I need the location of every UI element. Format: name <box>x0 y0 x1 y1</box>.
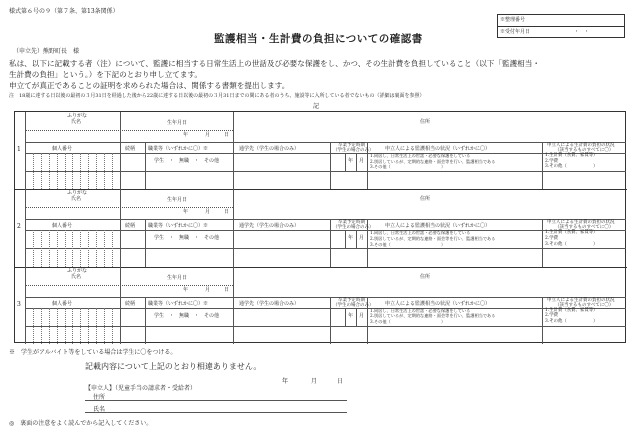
name-col-divider <box>120 189 121 219</box>
sign-day-label: 日 <box>337 378 344 385</box>
care-option-2[interactable]: 2.別居しているが、定期的な連絡・面会等を行い、監護相当である <box>370 235 496 241</box>
dependent-table <box>14 111 626 343</box>
grad-subdivider <box>345 153 346 171</box>
footnote: ※ 学生がアルバイト等をしている場合は学生に〇をつける。 <box>9 349 177 356</box>
name-row-bottom <box>25 142 626 143</box>
relation-label: 続柄 <box>125 223 136 230</box>
reception-date-dots: ・ ・ <box>574 29 590 35</box>
birthdate-label: 生年月日 <box>167 274 188 281</box>
col-divider <box>330 219 331 266</box>
note: 注 18歳に達する日以後の最初の３月31日を経過した後から22歳に達する日以後の最初の３月31日までの間にある者のうち、施設等に入所している者でないもの（詳細は裏面を参照） <box>9 93 425 99</box>
col-divider <box>145 142 146 189</box>
birthdate-label: 生年月日 <box>167 120 188 126</box>
bottom-note: ◎ 裏面の注意をよく読んでから記入してください。 <box>9 420 153 427</box>
birth-year: 年 <box>183 209 189 216</box>
col-divider <box>330 297 331 344</box>
support-option-1[interactable]: 1.生計費（食費、家賃等） <box>545 153 598 158</box>
reception-number[interactable] <box>498 15 624 26</box>
page-title: 監護相当・生計費の負担についての確認書 <box>214 33 423 45</box>
address-label: 住所 <box>420 273 431 280</box>
name-label: 氏名 <box>71 119 82 125</box>
care-status-label: 申立人による監護相当の状況（いずれかに〇） <box>385 300 491 307</box>
personal-number-field[interactable] <box>27 309 119 343</box>
name-field[interactable] <box>27 286 119 296</box>
birth-day: 日 <box>224 132 230 138</box>
furigana-label: ふりがな <box>67 113 88 119</box>
grad-label-line1: 卒業予定時期 <box>338 220 365 226</box>
school-field[interactable] <box>235 310 328 324</box>
school-field[interactable] <box>235 232 328 246</box>
row-num-divider <box>25 189 26 266</box>
support-option-1[interactable]: 1.生計費（食費、家賃等） <box>545 307 598 313</box>
furigana-label: ふりがな <box>67 190 88 197</box>
grad-label-line1: 卒業予定時期 <box>338 143 365 148</box>
col-divider <box>233 142 234 189</box>
occupation-label: 職業等（いずれかに〇）※ <box>148 146 209 152</box>
intro <box>9 58 540 91</box>
col-divider <box>542 142 543 189</box>
block-divider <box>15 189 627 190</box>
grad-subdivider <box>345 308 346 326</box>
applicant-name-label: 氏名 <box>93 406 106 413</box>
school-label: 通学先（学生の場合のみ） <box>239 223 300 230</box>
furigana-label: ふりがな <box>67 267 88 274</box>
care-option-3[interactable]: 3.その他（ ） <box>370 164 446 170</box>
support-option-2[interactable]: 2.学費 <box>545 235 558 241</box>
personal-number-label: 個人番号 <box>52 300 73 307</box>
birth-day: 日 <box>224 286 230 293</box>
care-status-label: 申立人による監護相当の状況（いずれかに〇） <box>385 146 491 152</box>
birth-day: 日 <box>224 209 230 216</box>
care-option-1[interactable]: 1.同居し、日常生活上の世話・必要な保護をしている <box>370 230 471 236</box>
support-label-line2: （該当するものすべてに〇） <box>555 225 614 231</box>
name-label: 氏名 <box>71 273 82 280</box>
col-divider <box>233 297 234 344</box>
row-number: 2 <box>17 223 21 231</box>
grad-label-line2: （学生の場合のみ） <box>333 148 374 153</box>
support-label-line2: （該当するものすべてに〇） <box>555 302 614 308</box>
grad-label-line2: （学生の場合のみ） <box>333 302 374 308</box>
address-field[interactable] <box>237 129 622 141</box>
grad-subdivider <box>345 230 346 248</box>
support-option-2[interactable]: 2.学費 <box>545 313 558 319</box>
grad-label-line2: （学生の場合のみ） <box>333 225 374 231</box>
col-divider <box>330 142 331 189</box>
birth-month: 月 <box>205 209 211 216</box>
col-divider <box>542 297 543 344</box>
name-label: 氏名 <box>71 196 82 203</box>
sign-year-label: 年 <box>282 378 289 385</box>
address-label: 住所 <box>420 119 431 125</box>
ki-label: 記 <box>313 103 320 110</box>
birth-month: 月 <box>205 132 211 138</box>
occupation-label: 職業等（いずれかに〇）※ <box>148 300 209 307</box>
block-divider <box>15 267 627 268</box>
grad-month: 月 <box>359 235 365 242</box>
grad-month: 月 <box>359 158 365 164</box>
row-num-divider <box>25 267 26 344</box>
relation-label: 続柄 <box>125 146 136 152</box>
name-row-bottom <box>25 297 626 298</box>
grad-subdivider <box>356 230 357 248</box>
grad-year: 年 <box>348 158 354 164</box>
birth-col-divider <box>233 267 234 297</box>
row-num-divider <box>25 112 26 189</box>
grad-year: 年 <box>348 312 354 319</box>
occupation-options[interactable]: 学生 ・ 無職 ・ その他 <box>154 312 220 319</box>
relation-field[interactable] <box>122 310 144 324</box>
personal-number-label: 個人番号 <box>52 223 73 230</box>
support-option-1[interactable]: 1.生計費（食費、家賃等） <box>545 230 598 236</box>
address-label: 住所 <box>420 196 431 203</box>
occupation-options[interactable]: 学生 ・ 無職 ・ その他 <box>154 235 220 242</box>
row-number: 3 <box>17 300 21 308</box>
addressee: （申立先）熊野町長 様 <box>13 48 80 55</box>
care-option-1[interactable]: 1.同居し、日常生活上の世話・必要な保護をしている <box>370 153 471 158</box>
reception-date[interactable] <box>498 26 624 37</box>
row-number: 1 <box>17 146 21 153</box>
applicant-name-field[interactable] <box>85 412 347 413</box>
support-option-3[interactable]: 3.その他（ ） <box>545 318 598 324</box>
support-option-2[interactable]: 2.学費 <box>545 158 558 164</box>
support-label-line2: （該当するものすべてに〇） <box>555 148 614 153</box>
care-option-3[interactable]: 3.その他（ ） <box>370 241 446 247</box>
personal-number-label: 個人番号 <box>52 146 73 152</box>
name-field[interactable] <box>27 208 119 218</box>
support-label-line1: 申立人による生計費の負担の状況 <box>547 297 615 303</box>
name-row-bottom <box>25 219 626 220</box>
address-field[interactable] <box>237 284 622 296</box>
care-option-1[interactable]: 1.同居し、日常生活上の世話・必要な保護をしている <box>370 307 471 313</box>
occupation-options[interactable]: 学生 ・ 無職 ・ その他 <box>154 158 220 164</box>
care-option-3[interactable]: 3.その他（ ） <box>370 318 446 324</box>
school-label: 通学先（学生の場合のみ） <box>239 300 300 307</box>
applicant-label: 【申立人】（児童手当の請求者・受給者） <box>85 385 197 392</box>
birth-col-divider <box>233 112 234 142</box>
name-field[interactable] <box>27 131 119 141</box>
birth-year: 年 <box>183 132 189 138</box>
relation-field[interactable] <box>122 232 144 246</box>
grad-subdivider <box>356 153 357 171</box>
reception-number-label: ※整理番号 <box>500 17 526 23</box>
col-divider <box>233 219 234 266</box>
school-field[interactable] <box>235 155 328 169</box>
support-option-3[interactable]: 3.その他（ ） <box>545 164 598 170</box>
birth-month: 月 <box>205 286 211 293</box>
col-divider <box>120 297 121 344</box>
address-field[interactable] <box>237 206 622 218</box>
intro-line-3: 申立てが真正であることの証明を求められた場合は、関係する書類を提出します。 <box>9 81 290 90</box>
applicant-address-label: 住所 <box>93 394 106 401</box>
grad-month: 月 <box>359 312 365 319</box>
col-divider <box>120 219 121 266</box>
reception-date-label: ※受付年月日 <box>500 29 531 35</box>
relation-field[interactable] <box>122 155 144 169</box>
col-divider <box>120 142 121 189</box>
personal-number-field[interactable] <box>27 231 119 265</box>
support-label-line1: 申立人による生計費の負担の状況 <box>547 220 615 226</box>
name-col-divider <box>120 112 121 142</box>
care-status-label: 申立人による監護相当の状況（いずれかに〇） <box>385 223 491 230</box>
name-col-divider <box>120 267 121 297</box>
birthdate-label: 生年月日 <box>167 197 188 204</box>
care-option-2[interactable]: 2.別居しているが、定期的な連絡・面会等を行い、監護相当である <box>370 313 496 319</box>
reception-box <box>497 14 625 38</box>
school-label: 通学先（学生の場合のみ） <box>239 146 300 152</box>
relation-label: 続柄 <box>125 300 136 307</box>
grad-subdivider <box>356 308 357 326</box>
col-divider <box>145 219 146 266</box>
birth-col-divider <box>233 189 234 219</box>
birth-year: 年 <box>183 286 189 293</box>
support-option-3[interactable]: 3.その他（ ） <box>545 241 598 247</box>
col-divider <box>542 219 543 266</box>
personal-number-field[interactable] <box>27 154 119 188</box>
col-divider <box>145 297 146 344</box>
confirmation-text: 記載内容について上記のとおり相違ありません。 <box>85 362 262 371</box>
intro-line-1: 私は、以下に記載する者（注）について、監護に相当する日常生活上の世話及び必要な保護をし、かつ、その生計費を負担していること（以下「監護相当・ <box>9 59 540 68</box>
intro-line-2: 生計費の負担」という。）を下記のとおり申し立てます。 <box>9 70 203 79</box>
occupation-label: 職業等（いずれかに〇）※ <box>148 223 209 230</box>
grad-year: 年 <box>348 235 354 242</box>
form-id: 様式第６号の９（第７条、第13条関係） <box>9 8 119 15</box>
grad-label-line1: 卒業予定時期 <box>338 297 365 303</box>
sign-month-label: 月 <box>311 378 318 385</box>
support-label-line1: 申立人による生計費の負担の状況 <box>547 143 615 148</box>
care-option-2[interactable]: 2.別居しているが、定期的な連絡・面会等を行い、監護相当である <box>370 158 496 164</box>
applicant-address-field[interactable] <box>85 400 347 401</box>
